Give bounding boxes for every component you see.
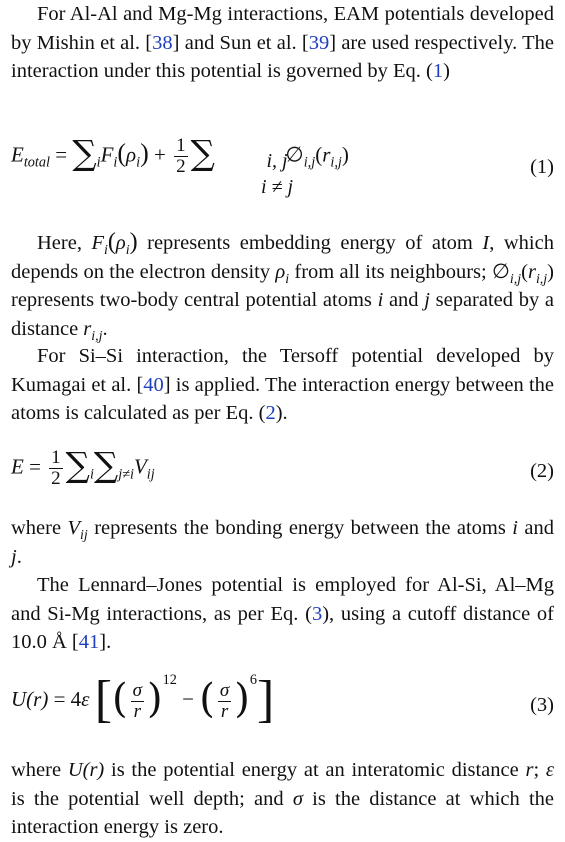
eq-sub: total: [23, 154, 50, 171]
math: ε: [545, 759, 554, 781]
exponent: 12: [162, 672, 177, 688]
paren: (: [199, 676, 215, 722]
eq-symbol: E: [11, 454, 24, 479]
fraction: [174, 136, 188, 177]
text: where: [11, 759, 68, 781]
sum-limit: i ≠ j: [261, 176, 294, 198]
math: ρ: [275, 260, 286, 283]
paren: (: [112, 676, 128, 722]
text: ;: [533, 759, 546, 781]
math: I: [482, 232, 490, 254]
math-sub: ij: [80, 528, 88, 544]
frac-num: 1: [176, 135, 186, 156]
equation-2-body: [11, 445, 155, 489]
math: r: [525, 759, 534, 781]
paren: ): [140, 138, 149, 168]
eq-sub: i: [89, 466, 94, 483]
eq-sub: j≠i: [118, 466, 134, 483]
math: ∅: [492, 260, 510, 283]
math: j: [11, 545, 17, 568]
math: r: [83, 317, 92, 340]
eq-symbol: E: [11, 142, 24, 167]
paragraph-embedding: [11, 228, 554, 343]
eq-symbol: F: [100, 142, 114, 167]
text: , which depends on the electron density: [11, 232, 554, 283]
text: For Al-Al and Mg-Mg interactions, EAM potentials developed by Mishin et al. [: [11, 3, 554, 54]
equation-number: (2): [530, 460, 554, 482]
exponent: 6: [249, 672, 257, 688]
fraction: [218, 681, 231, 722]
equation-ref-2[interactable]: 2: [265, 402, 276, 424]
text: ): [443, 60, 450, 82]
paren: ): [341, 142, 349, 167]
paren: (: [315, 142, 323, 167]
text: The Lennard–Jones potential is employed for Al-Si, Al–Mg and Si-Mg interactions, as per Eq. (: [11, 574, 554, 625]
text: represents two-body central potential atoms: [11, 289, 378, 311]
math-sub: i,j: [509, 271, 522, 287]
text: is the distance at which the interaction energy is zero.: [11, 787, 554, 838]
eq-sub: i: [136, 154, 141, 171]
math: U(r): [67, 759, 105, 781]
sum-symbol: ∑: [93, 445, 119, 486]
text: represents the bonding energy between the atoms: [87, 517, 513, 539]
math: j: [424, 289, 430, 311]
equation-1: [11, 133, 554, 212]
frac-num: 1: [51, 447, 61, 468]
paren: ): [147, 676, 163, 722]
bracket: ]: [256, 671, 275, 728]
fraction: [131, 681, 144, 722]
equation-2: [11, 445, 554, 498]
equation-3: [11, 671, 554, 740]
frac-den: r: [133, 700, 142, 722]
text: where: [11, 517, 68, 539]
citation-38[interactable]: 38: [152, 31, 173, 54]
paren: (: [521, 260, 528, 283]
text: For Si–Si interaction, the Tersoff potential developed by Kumagai et al. [: [11, 345, 554, 396]
text: separated by a distance: [11, 289, 554, 340]
eq-sub: i,j: [330, 154, 342, 171]
citation-40[interactable]: 40: [143, 373, 164, 396]
paren: ): [129, 229, 138, 255]
frac-num: σ: [132, 679, 143, 701]
sum-limits: [261, 148, 293, 200]
math-sub: i: [104, 243, 108, 259]
text: .: [102, 317, 108, 340]
equation-ref-3[interactable]: 3: [311, 602, 323, 625]
equation-number: (1): [530, 156, 554, 178]
text: and: [517, 517, 554, 539]
sum-limit: i, j: [266, 150, 288, 172]
eq-operator: −: [182, 687, 194, 711]
text: Here,: [37, 232, 92, 254]
bracket: [: [94, 671, 113, 728]
math-sub: i,j: [91, 328, 103, 344]
citation-41[interactable]: 41: [78, 631, 100, 653]
text: ] is applied. The interaction energy between the atoms is calculated as per Eq. (: [11, 373, 554, 424]
equation-ref-1[interactable]: 1: [432, 60, 444, 82]
math: F: [91, 232, 105, 254]
eq-operator: =: [29, 454, 41, 479]
math: σ: [292, 787, 303, 810]
paren: ): [234, 676, 250, 722]
math-sub: i,j: [535, 271, 548, 287]
paragraph-definitions: [11, 756, 554, 842]
paragraph-lennard-jones: [11, 571, 554, 657]
math-sub: i: [285, 271, 290, 287]
eq-operator: +: [154, 142, 166, 167]
paragraph-eam: [11, 0, 554, 86]
frac-den: r: [220, 700, 229, 722]
text: is the potential energy at an interatomic distance: [104, 759, 526, 781]
text: ).: [275, 402, 288, 424]
eq-sub: i: [113, 154, 118, 171]
eq-symbol: ε: [81, 687, 90, 711]
math: i: [512, 517, 518, 539]
math: r: [527, 260, 536, 283]
sum-symbol: ∑: [65, 445, 90, 486]
text: from all its neighbours;: [289, 260, 493, 283]
math-sub: i: [125, 243, 130, 259]
text: .: [16, 545, 22, 568]
math: ρ: [115, 232, 126, 254]
paren: (: [117, 138, 127, 168]
text: represents embedding energy of atom: [137, 232, 483, 254]
eq-symbol: r: [322, 142, 331, 167]
sum-symbol: ∑: [72, 133, 97, 174]
eq-symbol: ρ: [126, 142, 137, 167]
frac-den: 2: [51, 468, 61, 489]
paragraph-tersoff: [11, 342, 554, 428]
frac-num: σ: [219, 679, 230, 701]
eq-sub: i: [96, 154, 101, 171]
text: is the potential well depth; and: [11, 787, 293, 810]
eq-sub: ij: [146, 466, 155, 483]
math: V: [67, 517, 81, 539]
paren: ): [547, 260, 554, 283]
paren: (: [107, 229, 116, 255]
text: and: [383, 289, 425, 311]
text: ].: [99, 631, 112, 653]
eq-operator: =: [55, 142, 68, 167]
text: ] are used respectively. The interaction under this potential is governed by Eq. (: [11, 31, 554, 82]
text: ), using a cutoff distance of 10.0 Å [: [11, 602, 555, 653]
math: i: [377, 289, 384, 311]
fraction: [49, 448, 63, 489]
citation-39[interactable]: 39: [308, 31, 330, 54]
equation-1-body: [11, 133, 349, 177]
eq-symbol: ∅: [285, 142, 304, 167]
eq-symbol: U(r): [11, 687, 49, 711]
equation-number: (3): [530, 694, 554, 716]
eq-sub: i,j: [303, 154, 316, 171]
sum-symbol: ∑: [190, 133, 215, 174]
equation-3-body: [11, 671, 275, 728]
paragraph-bonding: [11, 514, 554, 571]
eq-operator: = 4: [53, 687, 82, 711]
frac-den: 2: [176, 156, 186, 177]
eq-symbol: V: [133, 454, 147, 479]
text: ] and Sun et al. [: [172, 31, 309, 54]
